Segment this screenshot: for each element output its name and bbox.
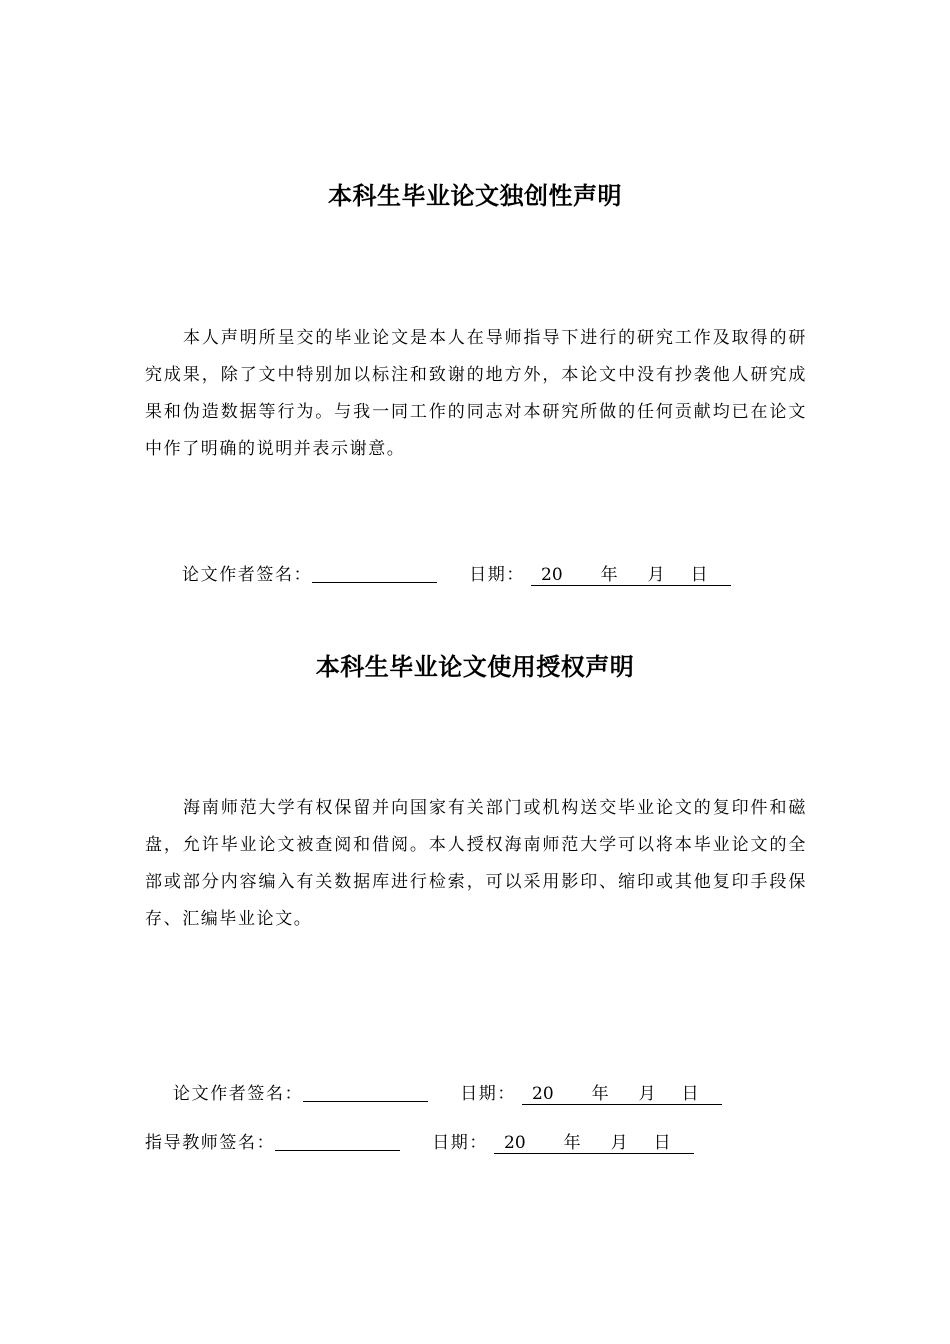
- date-label: 日期：: [432, 1133, 489, 1153]
- day-char: 日: [653, 1133, 671, 1153]
- month-char: 月: [638, 1084, 656, 1104]
- year-char: 年: [563, 1133, 581, 1153]
- authorization-advisor-signature-row: [145, 1131, 694, 1155]
- date-year: 20: [541, 565, 563, 585]
- day-char: 日: [690, 565, 708, 585]
- author-sign-label: 论文作者签名：: [173, 1084, 304, 1104]
- month-char: 月: [610, 1133, 628, 1153]
- date-field[interactable]: [494, 1131, 694, 1154]
- authorization-author-signature-row: [173, 1082, 722, 1106]
- year-char: 年: [591, 1084, 609, 1104]
- author-sign-label: 论文作者签名：: [182, 565, 313, 585]
- year-char: 年: [600, 565, 618, 585]
- month-char: 月: [647, 565, 665, 585]
- date-year: 20: [504, 1133, 526, 1153]
- date-field[interactable]: [522, 1082, 722, 1105]
- originality-signature-row: [182, 563, 731, 587]
- advisor-sign-label: 指导教师签名：: [145, 1133, 276, 1153]
- date-year: 20: [532, 1084, 554, 1104]
- date-label: 日期：: [469, 565, 526, 585]
- day-char: 日: [681, 1084, 699, 1104]
- author-signature-field[interactable]: [303, 1082, 428, 1102]
- originality-body: 本人声明所呈交的毕业论文是本人在导师指导下进行的研究工作及取得的研究成果，除了文中特别加以标注和致谢的地方外，本论文中没有抄袭他人研究成果和伪造数据等行为。与我一同工作的同志对本研究所做的任何贡献均已在论文中作了明确的说明并表示谢意。: [145, 328, 807, 459]
- authorization-body: 海南师范大学有权保留并向国家有关部门或机构送交毕业论文的复印件和磁盘，允许毕业论文被查阅和借阅。本人授权海南师范大学可以将本毕业论文的全部或部分内容编入有关数据库进行检索，可以采用影印、缩印或其他复印手段保存、汇编毕业论文。: [145, 798, 807, 929]
- author-signature-field[interactable]: [312, 563, 437, 583]
- originality-title: 本科生毕业论文独创性声明: [328, 182, 622, 210]
- authorization-title: 本科生毕业论文使用授权声明: [315, 653, 635, 681]
- date-field[interactable]: [531, 563, 731, 586]
- date-label: 日期：: [460, 1084, 517, 1104]
- advisor-signature-field[interactable]: [275, 1131, 400, 1151]
